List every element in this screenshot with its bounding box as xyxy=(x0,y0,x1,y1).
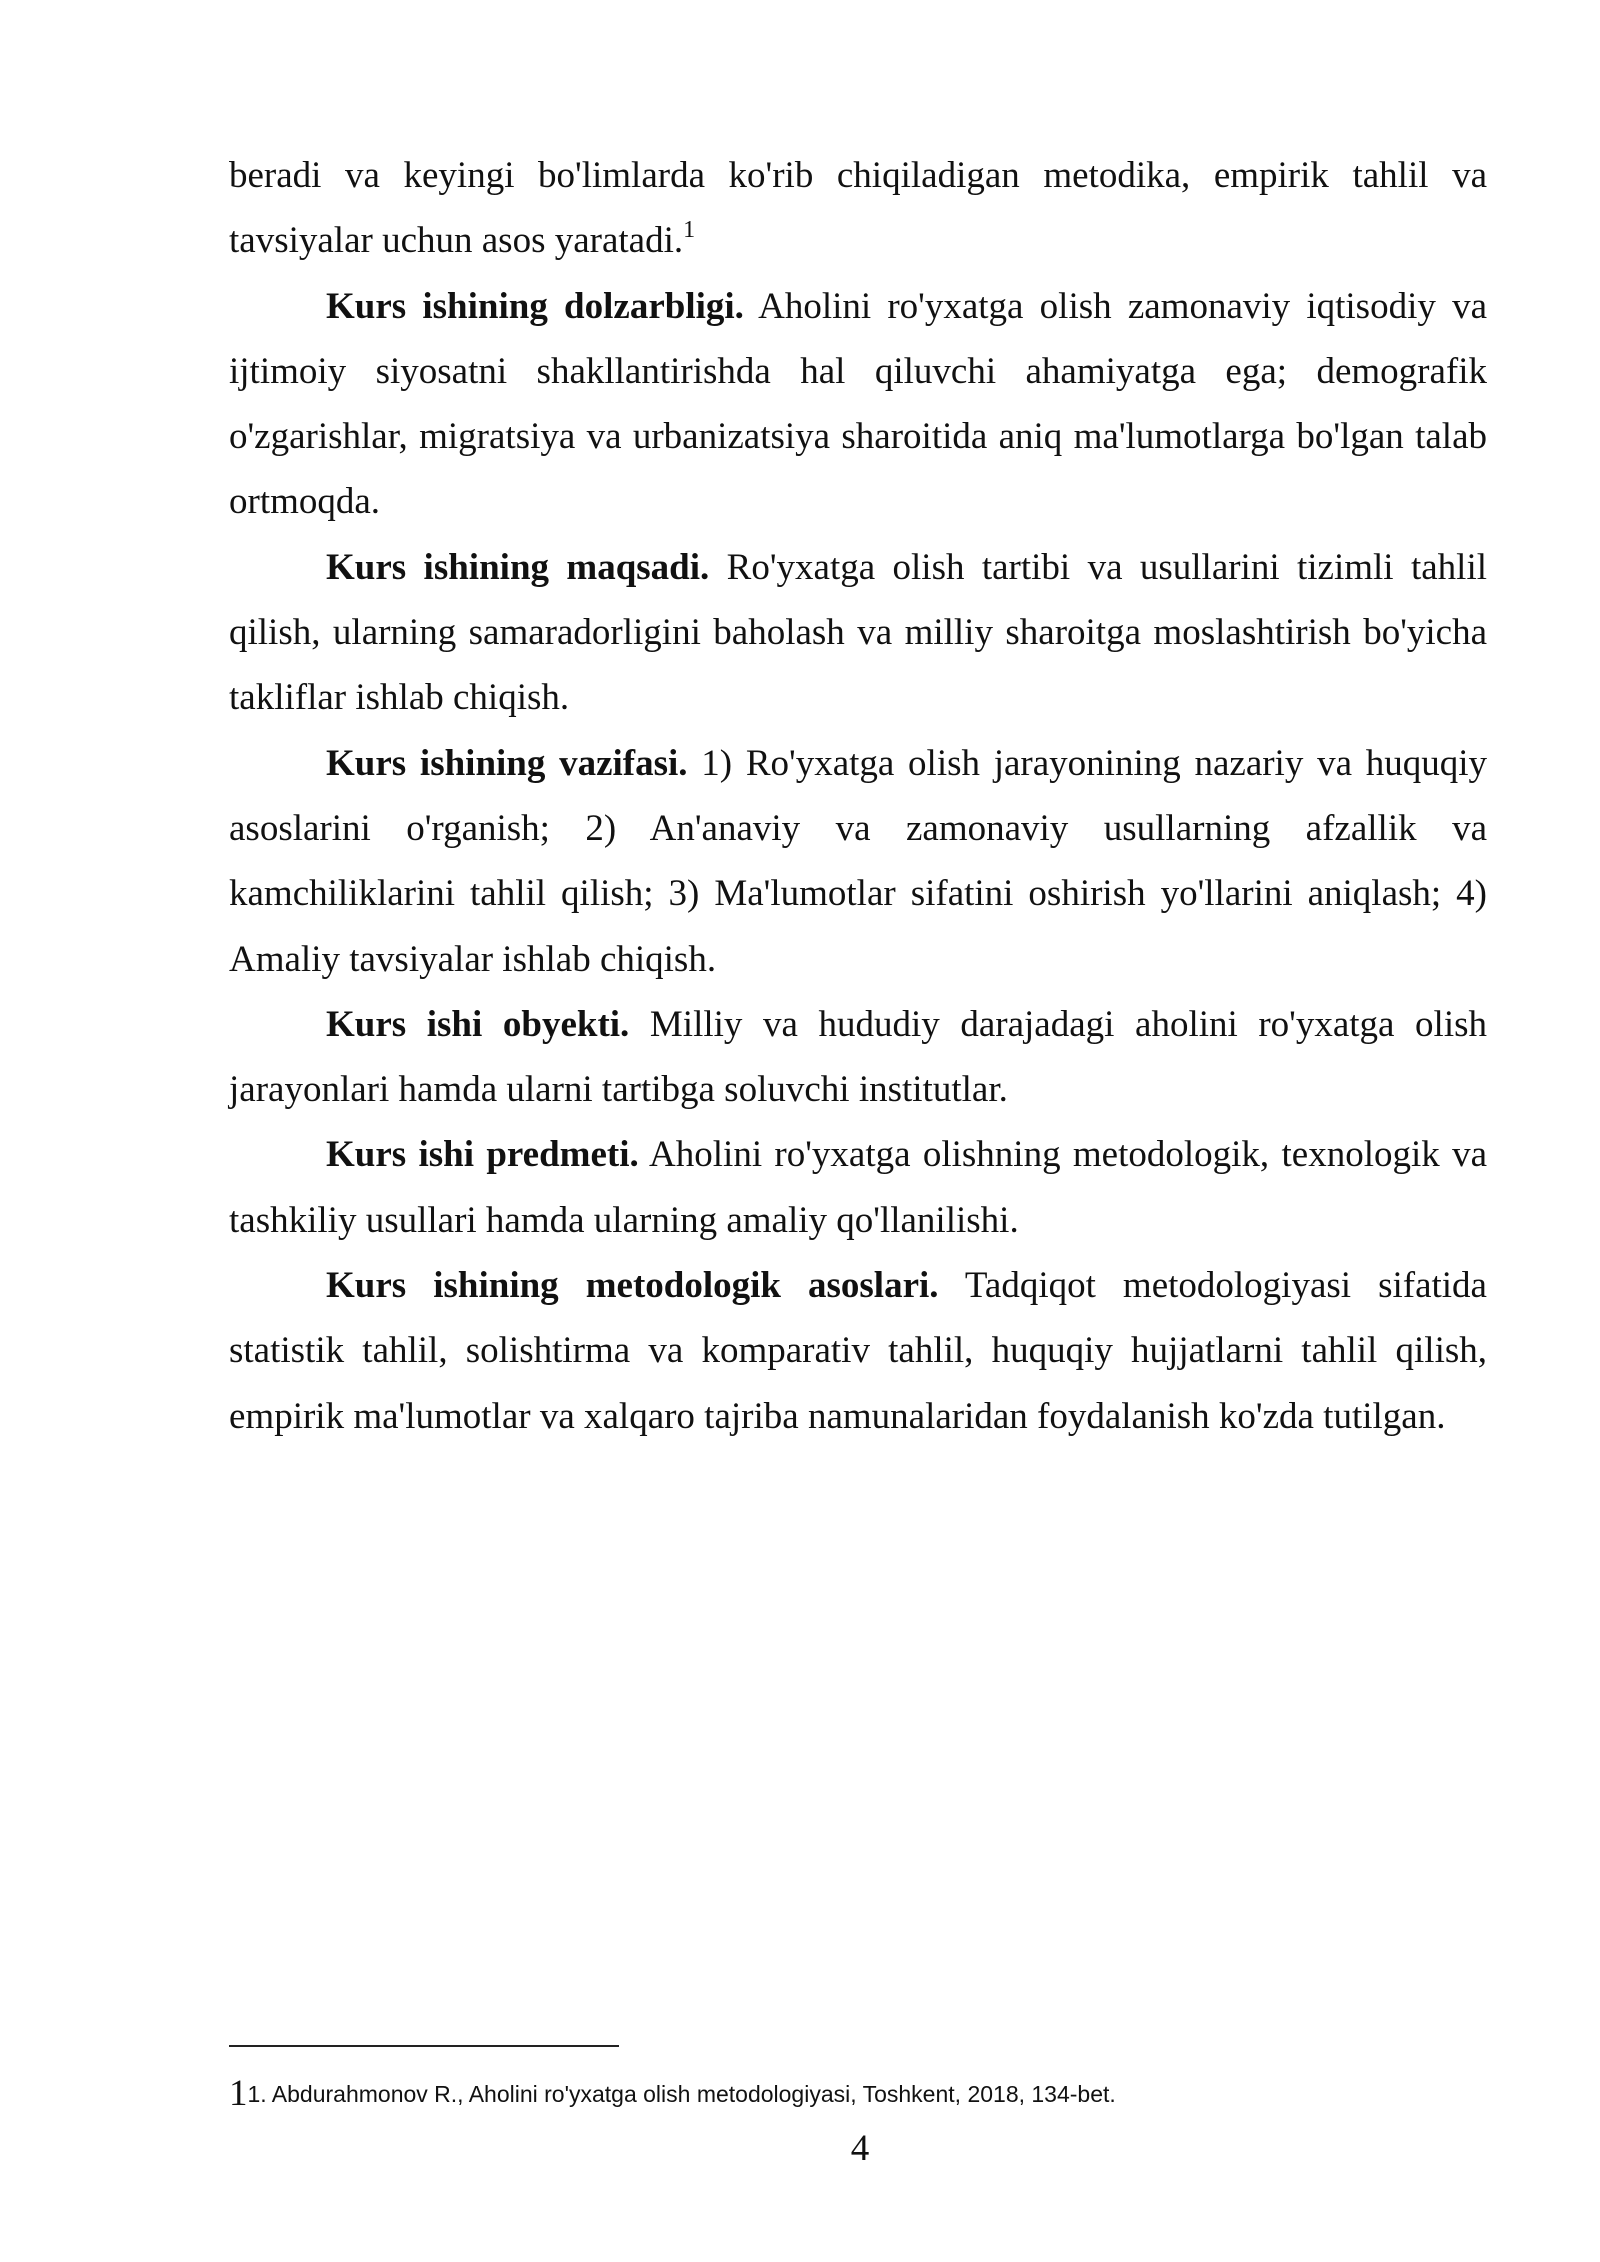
paragraph-heading: Kurs ishining dolzarbligi. xyxy=(326,285,744,327)
paragraph-heading: Kurs ishi predmeti. xyxy=(326,1134,639,1176)
paragraph-text: 1) Ro'yxatga olish jarayonining nazariy va huquqiy asoslarini o'rganish; 2) An'anaviy va zamonaviy usullarning afzallik va kamchiliklarini tahlil qilish; 3) Ma'lumotlar sifatini oshirish yo'llarini aniqlash; 4) Amaliy tavsiyalar ishlab chiqish. xyxy=(229,742,1487,980)
paragraph-obyekti xyxy=(229,992,1487,1123)
paragraph-text: Ro'yxatga olish tartibi va usullarini tizimli tahlil qilish, ularning samaradorligini baholash va milliy sharoitga moslashtirish bo'yicha takliflar ishlab chiqish. xyxy=(229,546,1487,719)
paragraph-text: beradi va keyingi bo'limlarda ko'rib chiqiladigan metodika, empirik tahlil va tavsiyalar uchun asos yaratadi. xyxy=(229,155,1487,262)
paragraph-heading: Kurs ishining metodologik asoslari. xyxy=(326,1265,939,1307)
paragraph-dolzarbligi xyxy=(229,274,1487,535)
paragraph-text: Tadqiqot metodologiyasi sifatida statistik tahlil, solishtirma va komparativ tahlil, huquqiy hujjatlarni tahlil qilish, empirik ma'lumotlar va xalqaro tajriba namunalaridan foydalanish ko'zda tutilgan. xyxy=(229,1265,1487,1437)
paragraph-text: Aholini ro'yxatga olish zamonaviy iqtisodiy va ijtimoiy siyosatni shakllantirishda hal qiluvchi ahamiyatga ega; demografik o'zgarishlar, migratsiya va urbanizatsiya sharoitida aniq ma'lumotlarga bo'lgan talab ortmoqda. xyxy=(229,285,1487,523)
paragraph-heading: Kurs ishining maqsadi. xyxy=(326,546,710,588)
footnote-separator xyxy=(229,2045,619,2047)
footnote-text: 1. Abdurahmonov R., Aholini ro'yxatga olish metodologiyasi, Toshkent, 2018, 134-bet. xyxy=(247,2081,1116,2107)
footnote-reference[interactable]: 1 xyxy=(683,217,696,244)
footnote xyxy=(229,2074,1487,2114)
footnote-mark: 1 xyxy=(229,2073,248,2114)
paragraph-maqsadi xyxy=(229,535,1487,731)
paragraph-intro-continuation xyxy=(229,143,1487,274)
paragraph-text: Milliy va hududiy darajadagi aholini ro'yxatga olish jarayonlari hamda ularni tartibga soluvchi institutlar. xyxy=(229,1003,1488,1111)
paragraph-metodologik-asoslari xyxy=(229,1253,1487,1449)
paragraph-heading: Kurs ishining vazifasi. xyxy=(326,742,688,784)
paragraph-text: Aholini ro'yxatga olishning metodologik, texnologik va tashkiliy usullari hamda ularning amaliy qo'llanilishi. xyxy=(229,1134,1487,1241)
paragraph-heading: Kurs ishi obyekti. xyxy=(326,1003,630,1045)
paragraph-vazifasi xyxy=(229,731,1487,992)
body-text xyxy=(229,143,1487,1449)
paragraph-predmeti xyxy=(229,1122,1487,1253)
page-number: 4 xyxy=(850,2128,870,2169)
